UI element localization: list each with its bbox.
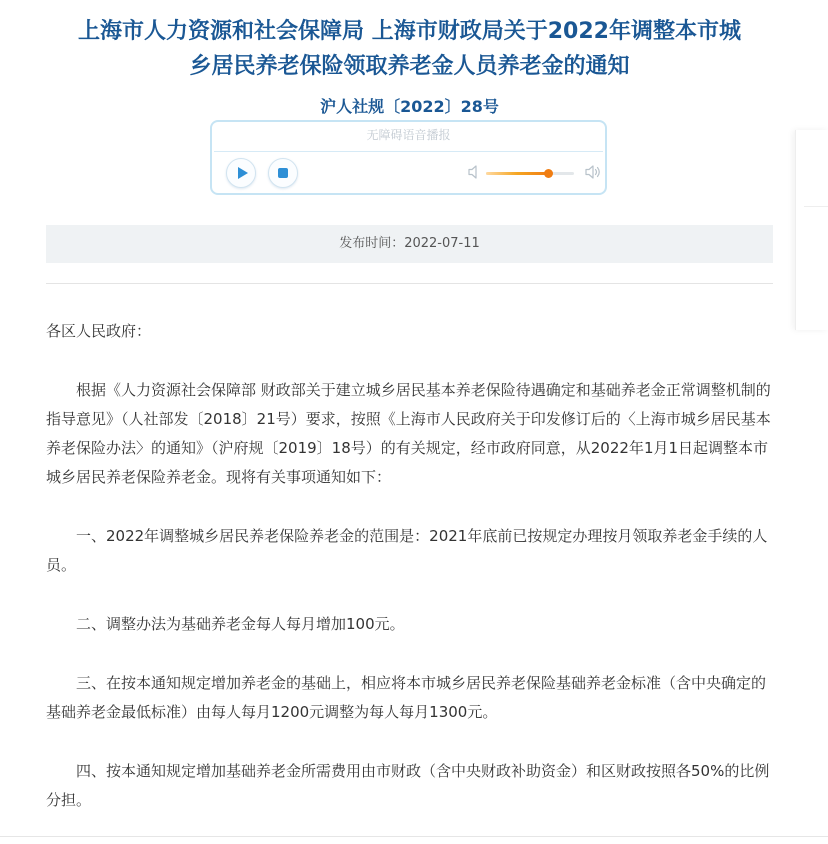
- volume-slider-fill: [486, 172, 548, 175]
- player-controls: [214, 151, 603, 191]
- paragraph-4: 三、在按本通知规定增加养老金的基础上，相应将本市城乡居民养老保险基础养老金标准（含中央确定的基础养老金最低标准）由每人每月1200元调整为每人每月1300元。: [46, 674, 767, 721]
- paragraph-5: 四、按本通知规定增加基础养老金所需费用由市财政（含中央财政补助资金）和区财政按照各50%的比例分担。: [46, 762, 770, 809]
- divider: [46, 283, 773, 284]
- volume-high-icon[interactable]: [584, 164, 602, 180]
- volume-slider-handle[interactable]: [544, 169, 553, 178]
- volume-low-icon[interactable]: [467, 164, 485, 180]
- paragraph-1: 根据《人力资源社会保障部 财政部关于建立城乡居民基本养老保险待遇确定和基础养老金正常调整机制的指导意见》（人社部发〔2018〕21号）要求，按照《上海市人民政府关于印发修订后的〈上海市城乡居民基本养老保险办法〉的通知》（沪府规〔2019〕18号）的有关规定，经市政府同意，从2022年1月1日起调整本市城乡居民养老保险养老金。现将有关事项通知如下：: [46, 381, 771, 486]
- paragraph-2: 一、2022年调整城乡居民养老保险养老金的范围是：2021年底前已按规定办理按月领取养老金手续的人员。: [46, 527, 768, 574]
- bottom-divider: [0, 836, 828, 837]
- stop-button[interactable]: [268, 158, 298, 188]
- page-title: [46, 14, 773, 84]
- player-label: 无障碍语音播报: [366, 128, 451, 142]
- salutation: 各区人民政府：: [46, 322, 152, 340]
- stop-icon: [278, 168, 288, 178]
- title-line-1: 上海市人力资源和社会保障局 上海市财政局关于2022年调整本市城: [78, 19, 741, 44]
- publish-date: 发布时间：2022-07-11: [339, 236, 480, 251]
- title-line-2: 乡居民养老保险领取养老金人员养老金的通知: [189, 54, 630, 79]
- accessibility-audio-player: [210, 120, 607, 195]
- play-icon: [238, 167, 248, 179]
- article-body: [46, 317, 776, 844]
- side-panel-rule: [804, 206, 828, 207]
- paragraph-3: 二、调整办法为基础养老金每人每月增加100元。: [76, 615, 405, 633]
- document-number: 沪人社规〔2022〕28号: [320, 97, 499, 116]
- play-button[interactable]: [226, 158, 256, 188]
- publish-date-bar: [46, 225, 773, 263]
- side-panel: [795, 130, 828, 330]
- volume-slider[interactable]: [486, 172, 574, 175]
